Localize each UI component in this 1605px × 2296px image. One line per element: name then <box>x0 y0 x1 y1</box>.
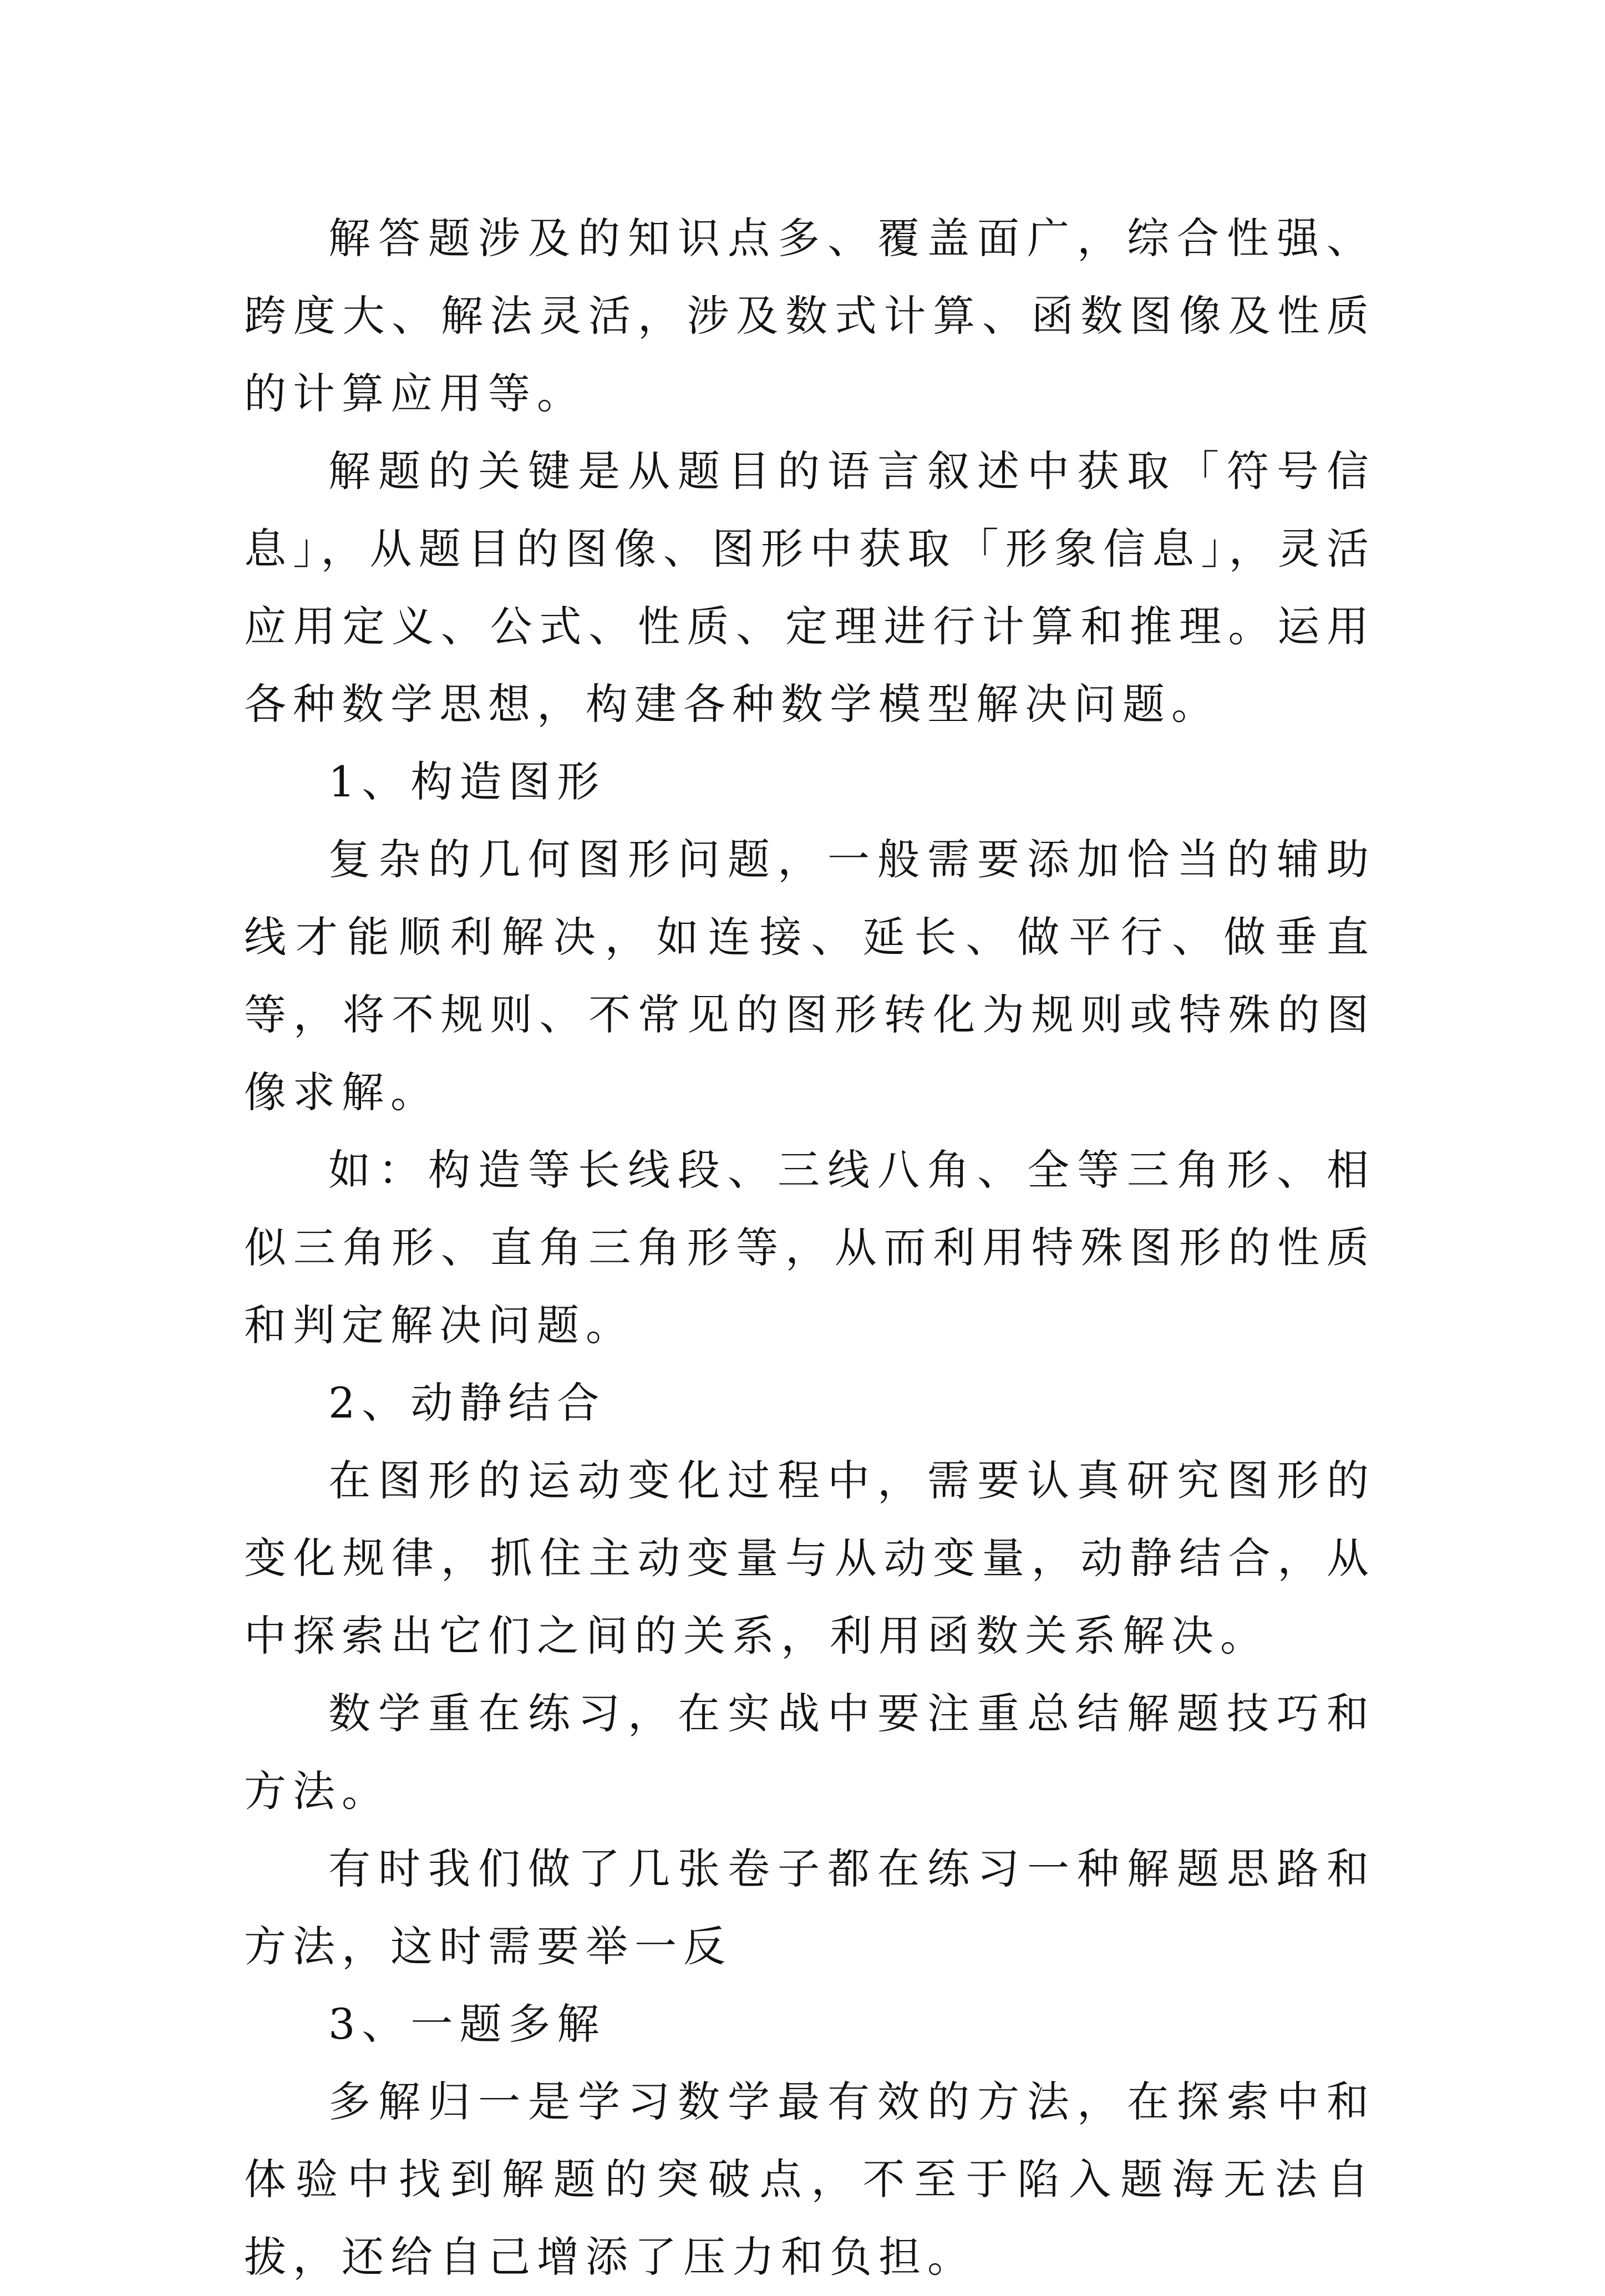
paragraph-analogy: 有时我们做了几张卷子都在练习一种解题思路和方法，这时需要举一反 <box>244 1844 1375 1971</box>
section-heading-dynamic-static: 2、动静结合 <box>328 1378 606 1428</box>
paragraph-auxiliary-lines: 复杂的几何图形问题，一般需要添加恰当的辅助线才能顺利解决，如连接、延长、做平行、做垂直等，将不规则、不常见的图形转化为规则或特殊的图像求解。 <box>244 835 1375 1117</box>
section-heading-multiple-solutions: 3、一题多解 <box>328 1999 606 2049</box>
section-heading-construct-figures: 1、构造图形 <box>328 757 606 806</box>
paragraph-multiple-solutions: 多解归一是学习数学最有效的方法，在探索中和体验中找到解题的突破点，不至于陷入题海无法自拔，还给自己增添了压力和负担。 <box>244 2077 1375 2282</box>
paragraph-intro: 解答题涉及的知识点多、覆盖面广，综合性强、跨度大、解法灵活，涉及数式计算、函数图像及性质的计算应用等。 <box>244 214 1375 418</box>
paragraph-motion-changes: 在图形的运动变化过程中，需要认真研究图形的变化规律，抓住主动变量与从动变量，动静结合，从中探索出它们之间的关系，利用函数关系解决。 <box>244 1456 1375 1660</box>
paragraph-practice: 数学重在练习，在实战中要注重总结解题技巧和方法。 <box>244 1689 1375 1816</box>
paragraph-construction-examples: 如：构造等长线段、三线八角、全等三角形、相似三角形、直角三角形等，从而利用特殊图形的性质和判定解决问题。 <box>244 1145 1375 1350</box>
document-body <box>244 200 1375 2296</box>
paragraph-key-to-solving: 解题的关键是从题目的语言叙述中获取「符号信息」，从题目的图像、图形中获取「形象信息」，灵活应用定义、公式、性质、定理进行计算和推理。运用各种数学思想，构建各种数学模型解决问题。 <box>244 446 1375 729</box>
